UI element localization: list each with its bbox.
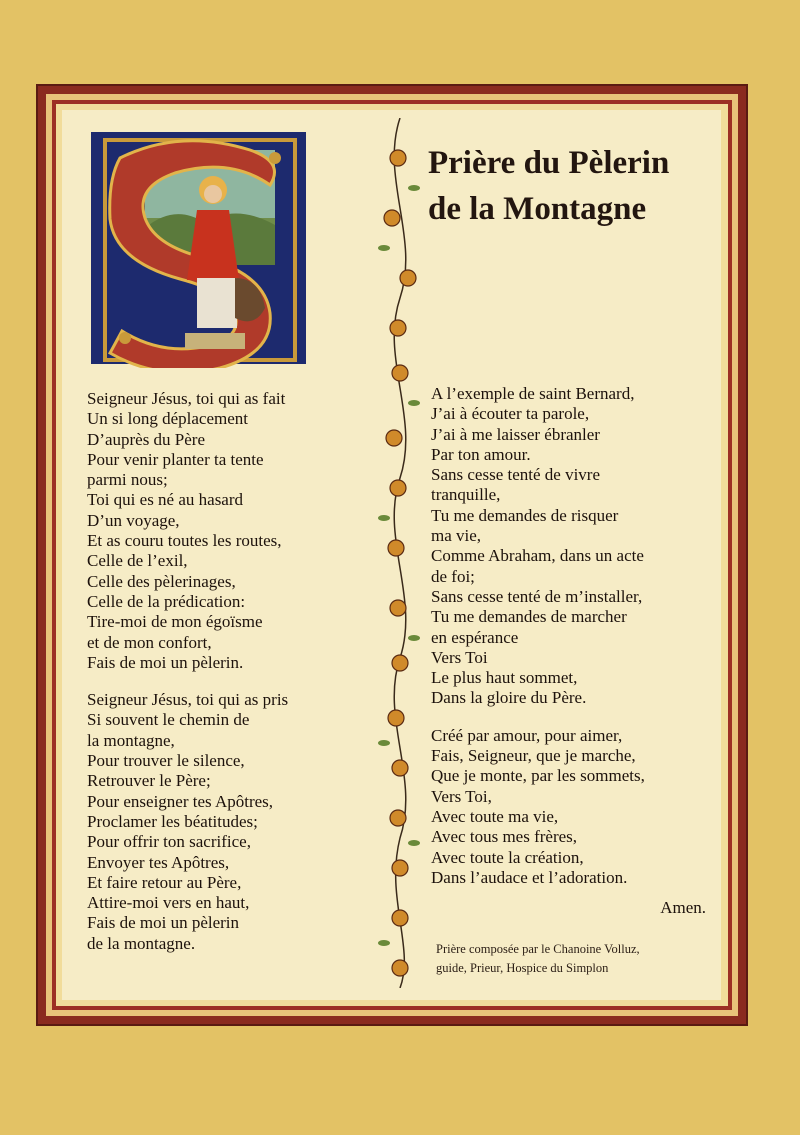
left-column-text bbox=[87, 389, 288, 954]
verse-line: tranquille, bbox=[431, 485, 501, 505]
verse-line: Vers Toi, bbox=[431, 786, 492, 806]
verse-line: ma vie, bbox=[431, 526, 482, 546]
verse-line: Fais de moi un pèlerin. bbox=[87, 652, 244, 672]
verse-line: Fais de moi un pèlerin bbox=[87, 913, 240, 933]
verse-line: Comme Abraham, dans un acte bbox=[431, 546, 644, 566]
verse-line: Tu me demandes de marcher bbox=[431, 607, 627, 627]
verse-line: Un si long déplacement bbox=[87, 409, 248, 429]
verse-line: J’ai à écouter ta parole, bbox=[431, 404, 590, 424]
verse-line: D’auprès du Père bbox=[87, 429, 206, 449]
verse-line: de foi; bbox=[431, 566, 475, 586]
verse-line: Créé par amour, pour aimer, bbox=[431, 725, 623, 745]
amen-text: Amen. bbox=[660, 898, 706, 917]
verse-line: D’un voyage, bbox=[87, 510, 180, 530]
verse-line: Envoyer tes Apôtres, bbox=[87, 852, 230, 872]
verse-line: Et as couru toutes les routes, bbox=[87, 531, 282, 551]
verse-line: Pour offrir ton sacrifice, bbox=[87, 832, 251, 852]
verse-line: Si souvent le chemin de bbox=[87, 710, 250, 730]
verse-line: Que je monte, par les sommets, bbox=[431, 766, 645, 786]
verse-line: J’ai à me laisser ébranler bbox=[431, 424, 600, 444]
stanza-gap bbox=[87, 673, 288, 690]
verse-line: Retrouver le Père; bbox=[87, 771, 211, 791]
verse-line: Sans cesse tenté de vivre bbox=[431, 465, 600, 485]
verse-line: en espérance bbox=[431, 627, 519, 647]
verse-line: Pour venir planter ta tente bbox=[87, 449, 264, 469]
verse-line: Sans cesse tenté de m’installer, bbox=[431, 586, 643, 606]
verse-line: de la montagne. bbox=[87, 933, 196, 953]
verse-line: Proclamer les béatitudes; bbox=[87, 811, 258, 831]
verse-line: Par ton amour. bbox=[431, 444, 531, 464]
verse-line: Pour enseigner tes Apôtres, bbox=[87, 791, 274, 811]
title-line-1: Prière du Pèlerin bbox=[428, 145, 670, 181]
verse-line: Le plus haut sommet, bbox=[431, 668, 578, 688]
verse-line: Dans la gloire du Père. bbox=[431, 688, 587, 708]
prayer-credit bbox=[436, 940, 640, 978]
verse-line: Celle de la prédication: bbox=[87, 591, 246, 611]
verse-line: Vers Toi bbox=[431, 647, 488, 667]
verse-line: Celle de l’exil, bbox=[87, 551, 188, 571]
verse-line: Celle des pèlerinages, bbox=[87, 571, 236, 591]
verse-line: parmi nous; bbox=[87, 470, 168, 490]
right-column-text bbox=[431, 384, 645, 888]
title-line-2: de la Montagne bbox=[428, 191, 647, 227]
verse-line: Seigneur Jésus, toi qui as pris bbox=[87, 690, 289, 710]
verse-line: A l’exemple de saint Bernard, bbox=[431, 384, 635, 403]
verse-line: Et faire retour au Père, bbox=[87, 872, 242, 892]
verse-line: Avec toute la création, bbox=[431, 847, 584, 867]
verse-line: Avec toute ma vie, bbox=[431, 806, 559, 826]
verse-line: Tire-moi de mon égoïsme bbox=[87, 612, 263, 632]
verse-line: et de mon confort, bbox=[87, 632, 212, 652]
verse-line: la montagne, bbox=[87, 730, 175, 750]
verse-line: Fais, Seigneur, que je marche, bbox=[431, 746, 636, 766]
verse-line: Toi qui es né au hasard bbox=[87, 490, 244, 510]
floral-vine-border bbox=[370, 118, 430, 988]
credit-line-2: guide, Prieur, Hospice du Simplon bbox=[436, 961, 609, 975]
verse-line: Pour trouver le silence, bbox=[87, 751, 245, 771]
verse-line: Avec tous mes frères, bbox=[431, 827, 578, 847]
stanza-gap bbox=[431, 709, 645, 726]
illuminated-initial-image bbox=[85, 128, 310, 368]
verse-line: Dans l’audace et l’adoration. bbox=[431, 867, 628, 887]
credit-line-1: Prière composée par le Chanoine Volluz, bbox=[436, 942, 640, 956]
verse-line: Attire-moi vers en haut, bbox=[87, 893, 250, 913]
prayer-title bbox=[428, 140, 718, 232]
verse-line: Tu me demandes de risquer bbox=[431, 505, 619, 525]
verse-line: Seigneur Jésus, toi qui as fait bbox=[87, 389, 286, 408]
